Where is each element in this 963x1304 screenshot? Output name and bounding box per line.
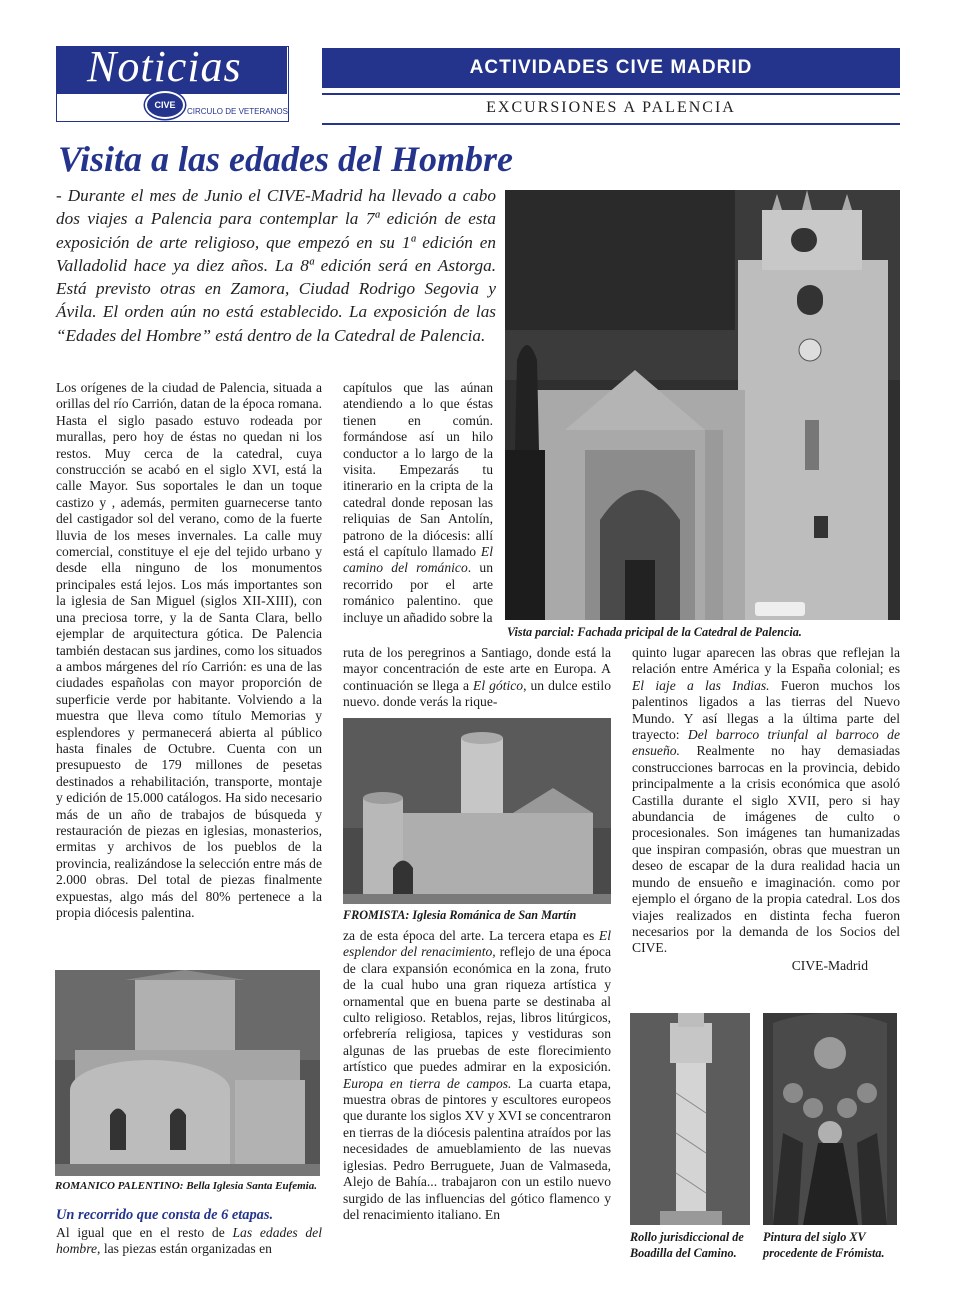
text-emphasis: Europa en tierra de campos. xyxy=(343,1075,512,1091)
text-run: . un recorrido por el arte románico palentino. que incluye un añadido sobre la xyxy=(343,560,493,625)
article-column-2-top xyxy=(343,380,493,626)
header-rule-bottom xyxy=(322,123,900,125)
text-run: za de esta época del arte. La tercera etapa es xyxy=(343,928,599,943)
rollo-caption: Rollo jurisdiccional de Boadilla del Camino. xyxy=(630,1230,744,1260)
text-emphasis: Del barroco triunfal al barroco de ensueño. xyxy=(632,727,900,759)
cathedral-photo xyxy=(505,190,900,620)
article-column-3 xyxy=(632,645,900,957)
romanico-caption: ROMANICO PALENTINO: Bella Iglesia Santa Eufemia. xyxy=(55,1180,317,1192)
fromista-photo xyxy=(343,718,611,904)
pintura-photo xyxy=(763,1013,897,1225)
cive-badge: CIVE xyxy=(145,91,185,119)
section-title: ACTIVIDADES CIVE MADRID xyxy=(469,57,753,78)
article-column-1-bottom xyxy=(56,1225,322,1258)
logo-subtitle: CIRCULO DE VETERANOS xyxy=(187,107,288,116)
fromista-caption: FROMISTA: Iglesia Románica de San Martín xyxy=(343,908,577,922)
noticias-logo xyxy=(56,42,289,122)
text-emphasis: El iaje a las Indias. xyxy=(632,677,770,693)
pintura-caption: Pintura del siglo XV procedente de Frómista. xyxy=(763,1230,885,1260)
article-signature: CIVE-Madrid xyxy=(791,958,868,973)
text-emphasis: Las edades del hombre xyxy=(56,1225,322,1257)
text-run: Fueron muchos los palentinos ligados a las tierras del Nuevo Mundo. Y así llegas a la última parte del trayecto: xyxy=(632,677,901,743)
text-run: ruta de los peregrinos a Santiago, donde está la mayor concentración de este arte en Europa. A continuación se llega a xyxy=(343,645,611,693)
cathedral-caption: Vista parcial: Fachada pricipal de la Catedral de Palencia. xyxy=(507,625,802,639)
romanico-photo xyxy=(55,970,320,1176)
article-column-2-bottom xyxy=(343,928,611,1223)
article-column-2-middle xyxy=(343,645,611,711)
article-lead: - Durante el mes de Junio el CIVE-Madrid ha llevado a cabo dos viajes a Palencia para contemplar la 7ª edición de esta exposición de arte religioso, que empezó en su 1ª edición en Valladolid hace ya diez años. La 8ª edición será en Astorga. Está previsto otras en Zamora, Ciudad Rodrigo Segovia y Ávila. El orden aún no está establecido. La exposición de las “Edades del Hombre” está dentro de la Catedral de Palencia. xyxy=(56,186,496,345)
text-run: quinto lugar aparecen las obras que reflejan la relación entre América y la España colonial; es xyxy=(632,645,900,677)
text-emphasis: El esplendor del renacimiento, xyxy=(343,928,611,960)
text-run: , las piezas están organizadas en xyxy=(97,1241,272,1257)
text-run: La cuarta etapa, muestra obras de pintores y escultores europeos que durante los siglos XV y XVI se concentraron en tierras de la diócesis palentina atraídos por las necesidades de amueblamiento de las nuevas iglesias. Pedro Berruguete, Juan de Valmaseda, Alejo de Bahía... trabajaron con un estilo nuevo surgido de las influencias del gótico flamenco y del renacimiento italiano. En xyxy=(343,1075,611,1222)
section-subheading: Un recorrido que consta de 6 etapas. xyxy=(56,1207,274,1223)
section-subtitle: EXCURSIONES A PALENCIA xyxy=(486,99,736,116)
rollo-photo xyxy=(630,1013,750,1225)
header-rule-top xyxy=(322,93,900,95)
text-run: Al igual que en el resto de xyxy=(56,1225,233,1240)
text-emphasis: El camino del románico xyxy=(343,544,493,576)
logo-wordmark: Noticias xyxy=(87,42,242,91)
text-run: , un dulce estilo nuevo. donde verás la rique- xyxy=(343,677,611,710)
text-run: Realmente no hay demasiadas construcciones barrocas en la provincia, debido principalmente a la crisis económica que asoló Castilla durante el siglo XVII, pero si hay abundancia de imágenes de culto o procesionales. Son imágenes tan humanizadas que inspiran compasión, obras que muestran un deseo de escapar de la dura realidad hacia un mundo de ensueño e imaginación. como por ejemplo el órgano de la propia catedral. Los dos viajes realizados en distinta fecha fueron necesarios por la demanda de los Socios del CIVE. xyxy=(632,743,900,956)
article-column-1: Los orígenes de la ciudad de Palencia, situada a orillas del río Carrión, datan de la época romana. Hasta el siglo pasado estuvo rodeada por murallas, pero hoy de éstas no quedan ni los restos. Muy cerca de la catedral, cuya construcción se acabó en el siglo XVI, está la calle Mayor. Sus soportales le dan un toque castizo y , además, permiten guarnecerse tanto del castigador sol del verano, como de la fuerte lluvia de los meses invernales. La calle muy comercial, constituye el eje del tejido urbano y desde ella ninguno de los monumentos principales está lejos. Los más importantes son la iglesia de San Miguel (siglos XII-XIII), con una preciosa torre, y la de Santa Clara, bello ejemplar de arquitectura gótica. De Palencia también destacan sus jardines, como los situados a ambos márgenes del río Carrión: es una de las ciudades españolas con mayor proporción de superficie verde por habitante. Volviendo a la muestra que lleva como título Memorias y esplendores y permanecerá abierta al público hasta finales de Octubre. Cuenta con un presupuesto de 179 millones de pesetas destinados a rehabilitación, transporte, montaje y edición de 15.000 catálogos. Ha sido necesario más de un año de trabajos de búsqueda y restauración de piezas en iglesias, monasterios, ermitas y archivos de los pueblos de la provincia, realizándose la selección entre más de 2.000 obras. Del total de piezas finalmente expuestas, algo más del 80% pertenece a la propia diócesis palentina. xyxy=(56,380,322,920)
article-headline: Visita a las edades del Hombre xyxy=(58,139,513,179)
text-run: capítulos que las aúnan atendiendo a lo que éstas tienen en común. formándose así un hilo conductor a lo largo de la visita. Empezarás tu itinerario en la cripta de la catedral donde reposan las reliquias de San Antolín, patrono de la diócesis: allí está el capítulo llamado xyxy=(343,380,493,560)
text-emphasis: El gótico xyxy=(473,677,524,693)
text-run: reflejo de una época de clara expansión económica en la zona, fruto de la cual hubo una gran riqueza artística y ornamental que en buena parte se destinaba al culto religioso. Retablos, rejas, libros litúrgicos, orfebrería religiosa, tapices y vestiduras son algunas de las pruebas de este florecimiento artístico que puedes admirar en la exposición. xyxy=(343,944,611,1075)
